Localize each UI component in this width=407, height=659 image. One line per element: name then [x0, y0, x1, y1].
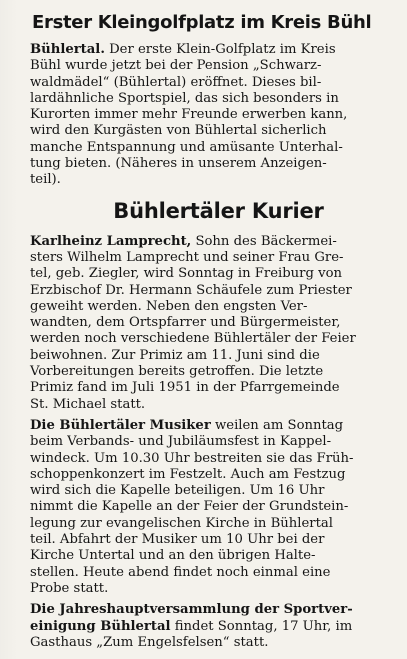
section-headline-buehlertaeler-kurier: Bühlertäler Kurier: [113, 198, 324, 223]
article-headline-kleingolfplatz: Erster Kleingolfplatz im Kreis Bühl: [32, 12, 372, 33]
news-lead-musiker: Die Bühlertäler Musiker: [30, 417, 211, 433]
news-lead-jahreshauptversammlung: Die Jahreshauptversammlung der Sportver- einigung Bühlertal: [30, 602, 353, 634]
news-lead-lamprecht: Karlheinz Lamprecht,: [30, 233, 192, 249]
news-item-primiz: [30, 234, 397, 413]
article-text-kleingolfplatz: Der erste Klein-Golfplatz im Kreis Bühl wurde jetzt bei der Pension „Schwarz- waldmädel“ (Bühlertal) eröffnet. Dieses bil- lardähnliche Sportspiel, das sich besonders in Kurorten immer mehr Freunde erwerben kann, wird den Kurgästen von Bühlertal sicherlich manche Entspannung und amüsante Unterhal- tung bieten. (Näheres in unserem Anzeigen- teil).: [30, 42, 348, 188]
article-lead-buehlertal: Bühlertal.: [30, 42, 105, 57]
news-item-musiker: [30, 418, 397, 597]
news-text-primiz: Sohn des Bäckermei- sters Wilhelm Lamprecht und seiner Frau Gre- tel, geb. Ziegler, wird Sonntag in Freiburg von Erzbischof Dr. Hermann Schäufele zum Priester geweiht werden. Neben den engsten Ver- wandten, dem Ortspfarrer und Bürgermeister, werden noch verschiedene Bühlertäler der Feier beiwohnen. Zur Primiz am 11. Juni sind die Vorbereitungen bereits getroffen. Die letzte Primiz fand im Juli 1951 in der Pfarrgemeinde St. Michael statt.: [30, 233, 356, 412]
article-paragraph-kleingolfplatz: [30, 42, 397, 189]
news-text-jahreshauptversammlung: findet Sonntag, 17 Uhr, im Gasthaus „Zum Engelsfelsen“ statt.: [30, 618, 353, 650]
news-text-musiker: weilen am Sonntag beim Verbands- und Jubiläumsfest in Kappel- windeck. Um 10.30 Uhr bestreiten sie das Früh- schoppenkonzert im Festzelt. Auch am Festzug wird sich die Kapelle beteiligen. Um 16 Uhr nimmt die Kapelle an der Feier der Grundstein- legung zur evangelischen Kirche in Bühlertal teil. Abfahrt der Musiker um 10 Uhr bei der Kirche Untertal und an den übrigen Halte- stellen. Heute abend findet noch einmal eine Probe statt.: [30, 417, 354, 596]
news-item-jahreshauptversammlung: [30, 602, 397, 651]
